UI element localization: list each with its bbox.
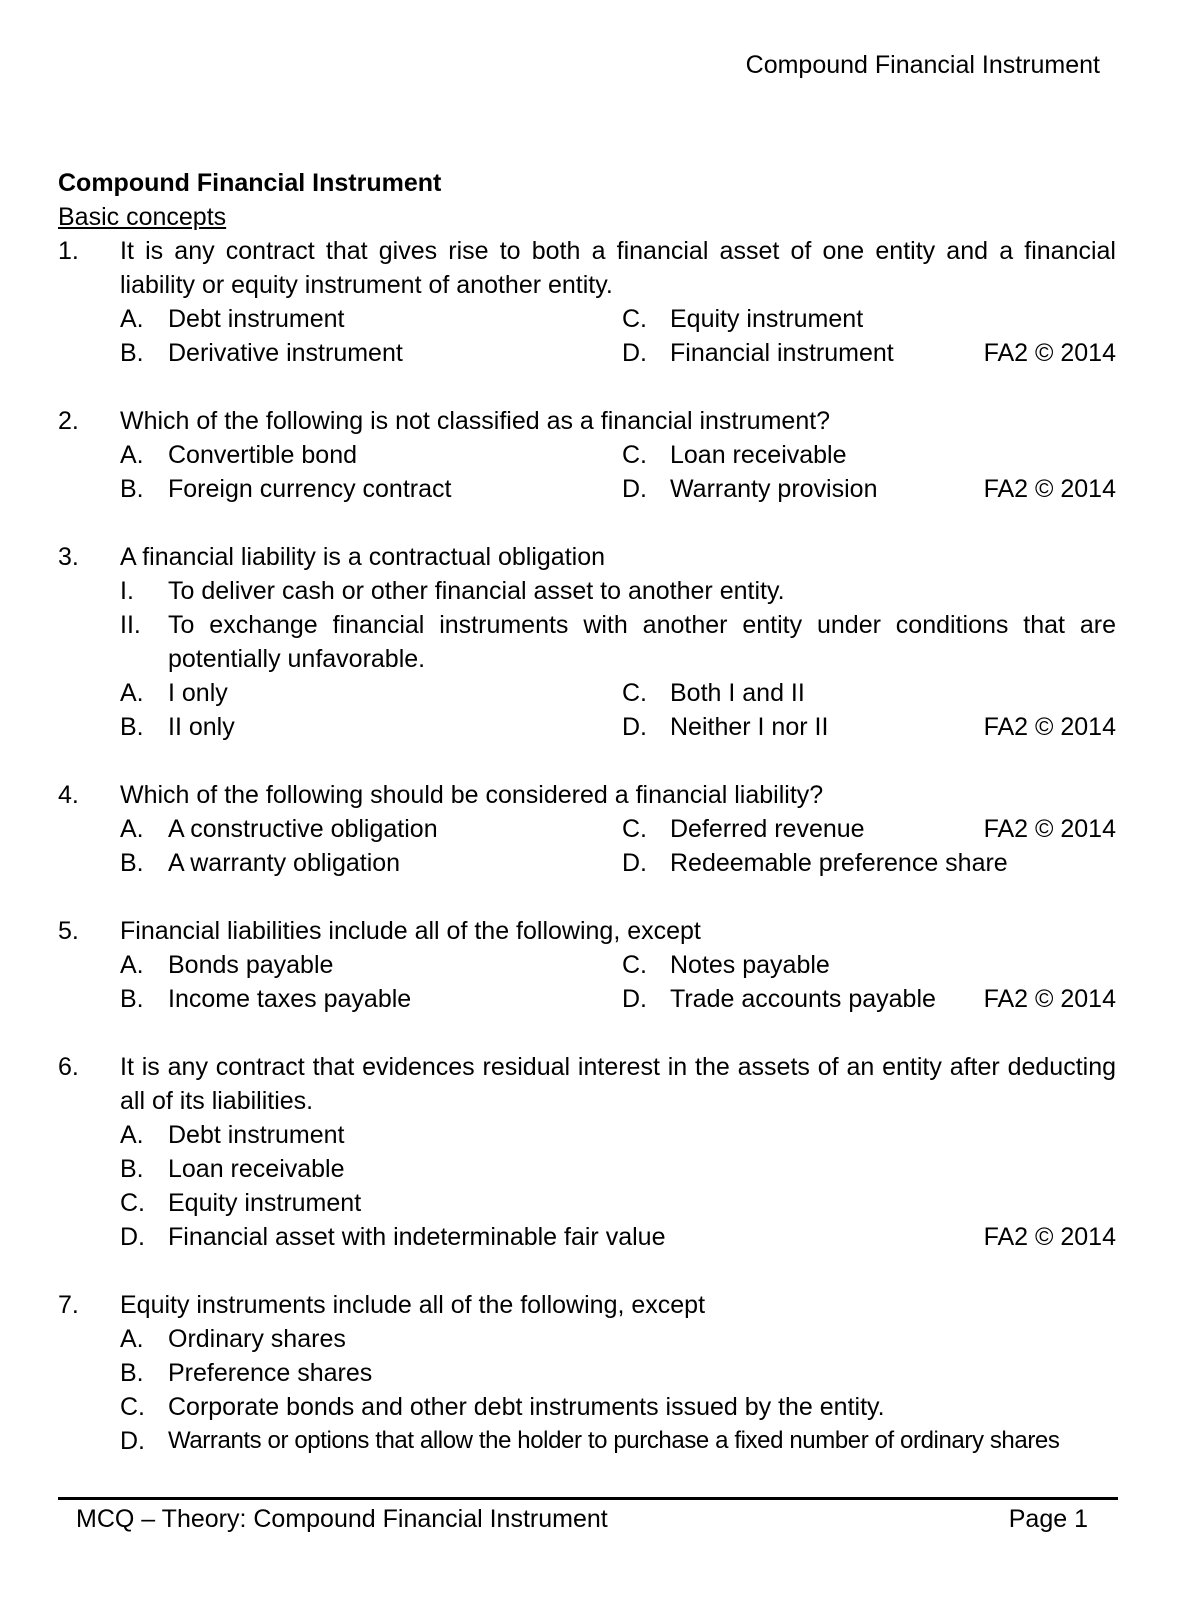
statement-ii: II. To exchange financial instruments with another entity under conditions that are potentially unfavorable.	[120, 611, 1116, 673]
option-a: A. Debt instrument	[120, 1121, 345, 1149]
source-tag: FA2 © 2014	[983, 815, 1116, 843]
option-b: B. Preference shares	[120, 1359, 373, 1387]
option-c: C. Notes payable	[622, 951, 830, 979]
option-b: B. Income taxes payable	[120, 985, 412, 1013]
source-tag: FA2 © 2014	[983, 475, 1116, 503]
document-title: Compound Financial Instrument	[58, 169, 442, 197]
source-tag: FA2 © 2014	[983, 713, 1116, 741]
option-a: A. Debt instrument	[120, 305, 345, 333]
section-heading: Basic concepts	[58, 203, 227, 231]
question-number: 1.	[58, 237, 79, 265]
option-d: D. Warrants or options that allow the holder to purchase a fixed number of ordinary shares	[120, 1427, 1060, 1455]
question-1	[58, 234, 1116, 370]
question-2	[58, 404, 1116, 506]
option-c: C. Equity instrument	[120, 1189, 362, 1217]
option-b: B. A warranty obligation	[120, 849, 401, 877]
option-d: D. Neither I nor II	[622, 713, 829, 741]
question-stem: It is any contract that evidences residual interest in the assets of an entity after deducting all of its liabilities.	[120, 1053, 1116, 1115]
footer-rule	[58, 1497, 1118, 1500]
option-a: A. I only	[120, 679, 228, 707]
option-a: A. Bonds payable	[120, 951, 334, 979]
source-tag: FA2 © 2014	[983, 985, 1116, 1013]
source-tag: FA2 © 2014	[983, 1223, 1116, 1251]
question-6	[58, 1050, 1116, 1254]
question-stem: It is any contract that gives rise to both a financial asset of one entity and a financial liability or equity instrument of another entity.	[120, 237, 1116, 299]
option-c: C. Equity instrument	[622, 305, 864, 333]
question-number: 7.	[58, 1291, 79, 1319]
page-number: Page 1	[1008, 1505, 1088, 1533]
question-number: 5.	[58, 917, 79, 945]
question-3	[58, 540, 1116, 744]
option-a: A. A constructive obligation	[120, 815, 438, 843]
document-body	[58, 166, 1116, 1492]
option-a: A. Ordinary shares	[120, 1325, 346, 1353]
source-tag: FA2 © 2014	[983, 339, 1116, 367]
option-c: C. Loan receivable	[622, 441, 847, 469]
option-b: B. Loan receivable	[120, 1155, 345, 1183]
question-number: 2.	[58, 407, 79, 435]
question-number: 6.	[58, 1053, 79, 1081]
footer-title: MCQ – Theory: Compound Financial Instrument	[76, 1505, 608, 1533]
option-b: B. Derivative instrument	[120, 339, 403, 367]
option-d: D. Trade accounts payable	[622, 985, 936, 1013]
question-7	[58, 1288, 1116, 1458]
question-stem: Which of the following should be considered a financial liability?	[120, 781, 824, 809]
option-b: B. II only	[120, 713, 235, 741]
question-stem: A financial liability is a contractual obligation	[120, 543, 605, 571]
option-d: D. Financial instrument	[622, 339, 894, 367]
option-c: C. Deferred revenue	[622, 815, 865, 843]
question-4	[58, 778, 1116, 880]
question-number: 3.	[58, 543, 79, 571]
option-d: D. Financial asset with indeterminable fair value FA2 © 2014	[120, 1220, 1116, 1254]
question-number: 4.	[58, 781, 79, 809]
option-d: D. Redeemable preference share	[622, 849, 1008, 877]
question-stem: Financial liabilities include all of the following, except	[120, 917, 701, 945]
option-b: B. Foreign currency contract	[120, 475, 452, 503]
question-5	[58, 914, 1116, 1016]
option-c: C. Both I and II	[622, 679, 805, 707]
question-stem: Equity instruments include all of the following, except	[120, 1291, 706, 1319]
statement-i: I. To deliver cash or other financial asset to another entity.	[120, 577, 785, 605]
option-d: D. Warranty provision	[622, 475, 878, 503]
option-c: C. Corporate bonds and other debt instruments issued by the entity.	[120, 1393, 885, 1421]
question-stem: Which of the following is not classified as a financial instrument?	[120, 407, 831, 435]
running-header: Compound Financial Instrument	[745, 51, 1100, 79]
option-a: A. Convertible bond	[120, 441, 358, 469]
